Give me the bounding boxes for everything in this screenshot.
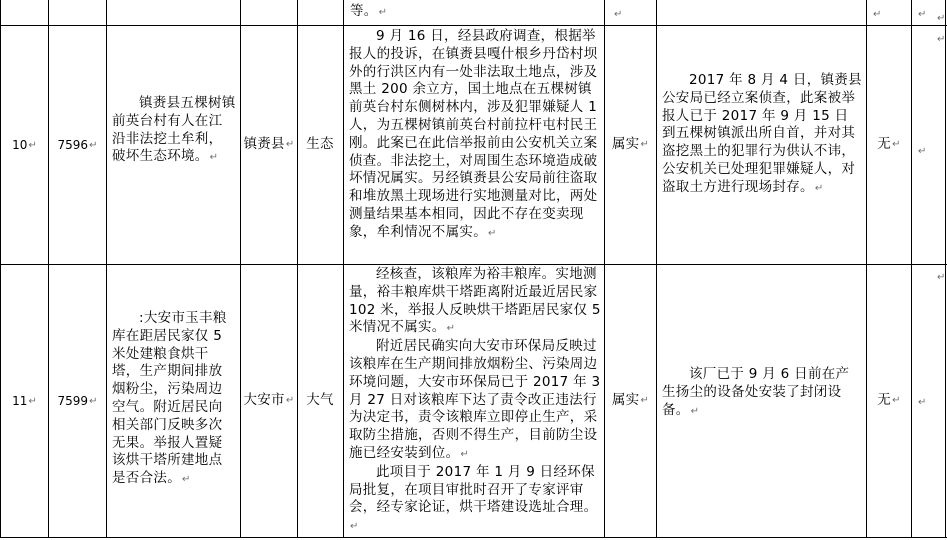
investigation-result: 9 月 16 日，经县政府调查，根据举报人的投诉，在镇赉县嘎什根乡丹岱村坝外的行洪区内有一处非法取土地点，涉及黑土 200 余立方，国土地点在五棵树镇前英台村东侧树林内，涉及犯罪嫌疑人 1 人，为五棵树镇前英台村前拉杆屯村民王刚。此案已在此信举报前由公安机关立案侦查。非法挖土，对周围生态环境造成破坏情况属实。另经镇赉县公安局前往盗取和堆放黑土现场进行实地测量对比，两处测量结果基本相同，因此不存在变卖现象，牟利情况不属实。↵: [349, 28, 598, 240]
table-border: [297, 0, 298, 538]
accountability-cell: 无 ↵: [877, 392, 901, 409]
para-mark: ↵: [937, 272, 946, 283]
para-mark: ↵: [918, 397, 927, 408]
para-mark: ↵: [918, 146, 927, 157]
table-row: 11 ↵: [12, 393, 37, 408]
table-border: [0, 264, 947, 265]
para-mark: ↵: [937, 34, 946, 45]
pollution-type: 生态: [306, 136, 334, 153]
table-border: [343, 0, 344, 538]
para-mark: ↵: [614, 9, 623, 20]
table-border: [106, 0, 107, 538]
complaint-content: 镇赉县五棵树镇前英台村有人在江沿非法挖土牟利，破坏生态环境。↵: [112, 95, 236, 165]
investigation-result: 经核查，该粮库为裕丰粮库。实地测量，裕丰粮库烘干塔距离附近最近居民家 102 米，举报人反映烘干塔距居民家仅 5 米情况不属实。↵ 附近居民确实向大安市环保局反映过该粮库在生产期间排放烟粉尘、污染周边环境问题，大安市环保局已于 2017 年 3 月 27 日对该粮库下达了责令改正违法行为决定书，责令该粮库立即停止生产，采取防尘措施，否则不得生产，目前防尘设施已经安装到位。↵ 此项目于 2017 年 1 月 9 日经环保局批复，在项目审批时召开了专家评审会，经专家论证，烘干塔建设选址合理。↵: [349, 266, 601, 533]
accountability-cell: 无 ↵: [877, 136, 901, 153]
verdict-cell: 属实 ↵: [611, 136, 650, 153]
table-border: [911, 0, 912, 538]
pollution-type: 大气: [306, 392, 334, 409]
complaint-content: :大安市玉丰粮库在距居民家仅 5 米处建粮食烘干塔，生产期间排放烟粉尘，污染周边空气。附近居民向相关部门反映多次无果。举报人置疑该烘干塔所建地点是否合法。↵: [112, 310, 227, 487]
para-mark: ↵: [873, 9, 882, 20]
table-border: [0, 537, 947, 538]
row-number: 11: [12, 393, 28, 408]
table-border: [0, 25, 947, 26]
handling-result: 2017 年 8 月 4 日，镇赉县公安局已经立案侦查，此案被举报人已于 2017 年 9 月 15 日到五棵树镇派出所自首，并对其盗挖黑土的犯罪行为供认不讳，公安机关已处理犯罪嫌疑人，对盗取土方进行现场封存。↵: [662, 72, 862, 195]
handling-result: 该厂已于 9 月 6 日前在产生扬尘的设备处安装了封闭设备。↵: [662, 366, 850, 418]
table-border: [656, 0, 657, 538]
complaint-code: 7599 ↵: [57, 393, 98, 408]
complaint-code: 7596 ↵: [57, 137, 98, 152]
table-row: 10 ↵: [12, 137, 37, 152]
para-mark: ↵: [918, 9, 927, 20]
row-number: 10: [12, 137, 28, 152]
county-cell: 大安市 ↵: [243, 392, 295, 409]
verdict-cell: 属实 ↵: [611, 392, 650, 409]
county-cell: 镇赉县 ↵: [243, 136, 295, 153]
continued-text: 等。↵: [350, 3, 388, 19]
para-mark: ↵: [937, 13, 946, 24]
